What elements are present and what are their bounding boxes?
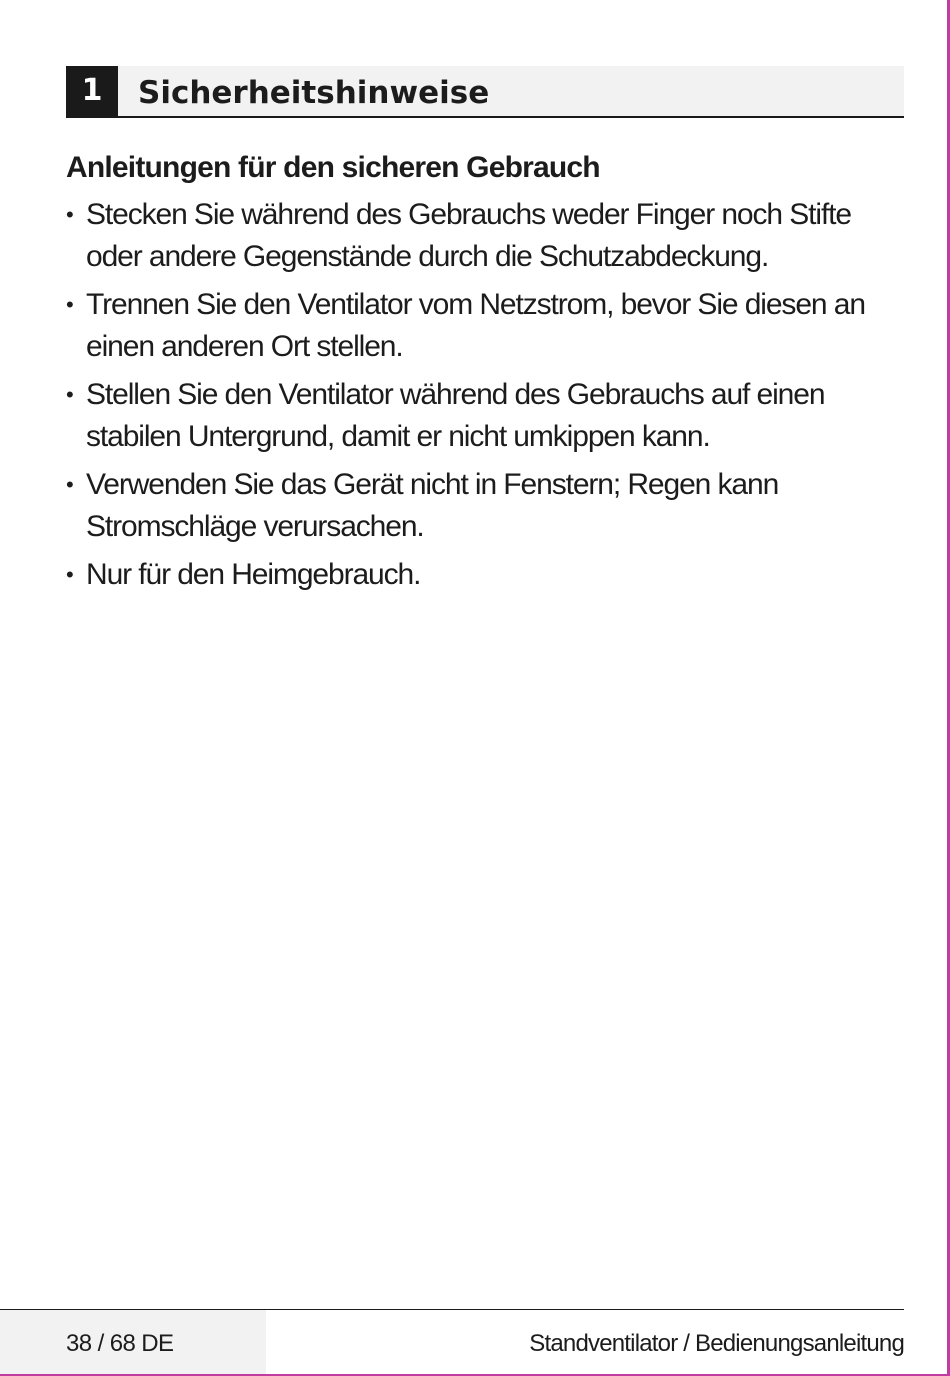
bullet-icon: • [66,382,73,407]
list-item [66,284,906,368]
bullet-icon: • [66,562,73,587]
safety-instructions-list [66,194,906,602]
section-header [66,66,904,118]
sub-heading: Anleitungen für den sicheren Gebrauch [66,151,600,184]
list-item [66,554,906,596]
list-item-text: Verwenden Sie das Gerät nicht in Fenstern; Regen kann Stromschläge verursachen. [86,468,779,543]
bullet-icon: • [66,472,73,497]
list-item-text: Stellen Sie den Ventilator während des Gebrauchs auf einen stabilen Untergrund, damit er nicht umkippen kann. [86,378,825,453]
page-number: 38 / 68 DE [66,1330,174,1357]
list-item-text: Stecken Sie während des Gebrauchs weder Finger noch Stifte oder andere Gegenstände durch die Schutzabdeckung. [86,198,851,273]
bullet-icon: • [66,292,73,317]
list-item [66,374,906,458]
section-title: Sicherheitshinweise [138,75,490,111]
list-item-text: Nur für den Heimgebrauch. [86,558,421,591]
list-item [66,194,906,278]
list-item [66,464,906,548]
document-title: Standventilator / Bedienungsanleitung [529,1330,904,1357]
list-item-text: Trennen Sie den Ventilator vom Netzstrom, bevor Sie diesen an einen anderen Ort stellen. [86,288,865,363]
section-number: 1 [66,66,118,116]
bullet-icon: • [66,202,73,227]
